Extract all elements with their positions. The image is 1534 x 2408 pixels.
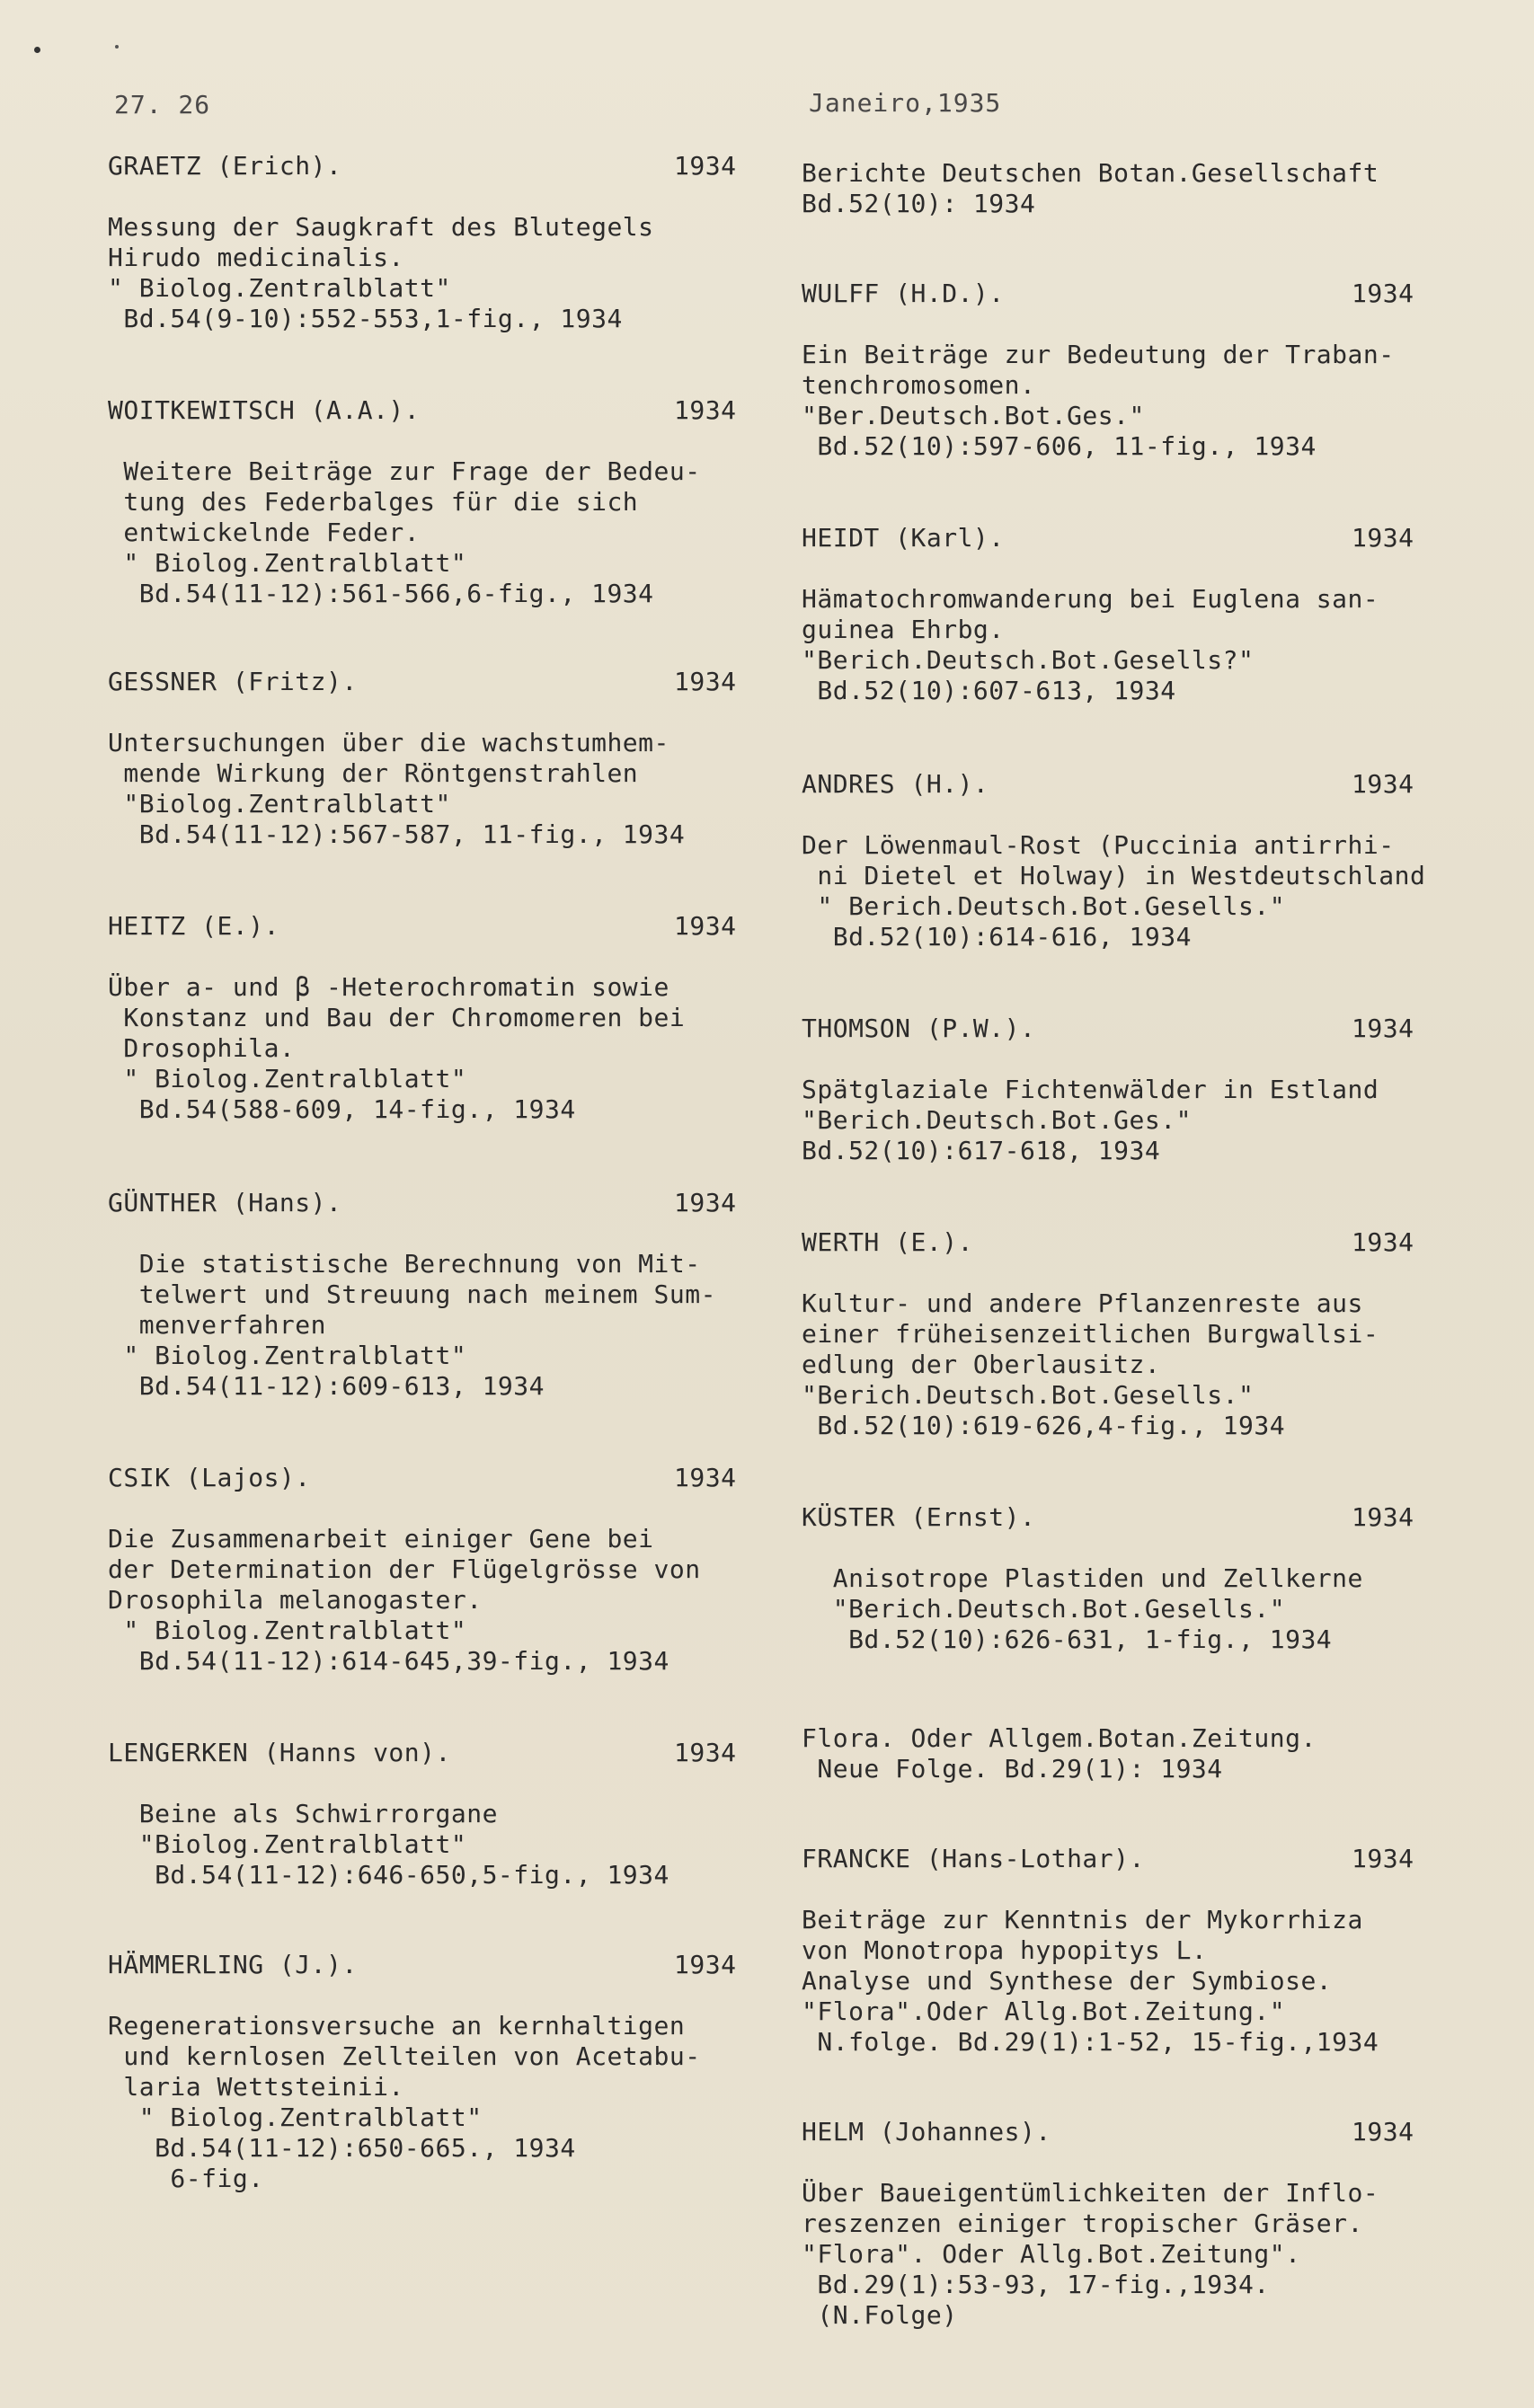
entry-author: HELM (Johannes). [802, 2117, 1051, 2147]
entry-line: 6-fig. [108, 2164, 264, 2193]
entry-line: Bd.52(10):619-626,4-fig., 1934 [802, 1411, 1286, 1440]
entry-author: LENGERKEN (Hanns von). [108, 1738, 451, 1767]
entry-line: "Ber.Deutsch.Bot.Ges." [802, 401, 1145, 430]
bibliography-entry [108, 1188, 737, 1402]
entry-line: Bd.54(11-12):614-645,39-fig., 1934 [108, 1646, 669, 1676]
entry-year: 1934 [1352, 769, 1414, 799]
entry-line: Der Löwenmaul-Rost (Puccinia antirrhi- [802, 830, 1395, 860]
bibliography-entry [802, 2117, 1414, 2331]
bibliography-entry [802, 1502, 1414, 1655]
entry-line: guinea Ehrbg. [802, 615, 1005, 644]
entry-year: 1934 [674, 1463, 737, 1492]
entry-author: HEIDT (Karl). [802, 523, 1005, 553]
entry-line: "Biolog.Zentralblatt" [108, 1829, 467, 1859]
entry-year: 1934 [1352, 1502, 1414, 1532]
entry-line: Bd.54(11-12):567-587, 11-fig., 1934 [108, 819, 686, 849]
entry-author: GÜNTHER (Hans). [108, 1188, 342, 1217]
entry-line: Die statistische Berechnung von Mit- [108, 1249, 701, 1279]
entry-line: Bd.54(11-12):609-613, 1934 [108, 1371, 545, 1401]
entry-line: Bd.54(588-609, 14-fig., 1934 [108, 1094, 576, 1124]
journal-heading [802, 1723, 1317, 1784]
entry-line: Bd.29(1):53-93, 17-fig.,1934. [802, 2270, 1270, 2299]
bibliography-entry [108, 1738, 737, 1890]
entry-line: laria Wettsteinii. [108, 2072, 404, 2102]
entry-line: " Biolog.Zentralblatt" [108, 2103, 483, 2132]
entry-author: HÄMMERLING (J.). [108, 1950, 358, 1979]
entry-line: Bd.52(10):614-616, 1934 [802, 922, 1192, 952]
entry-author: ANDRES (H.). [802, 769, 989, 799]
bibliography-entry [108, 1950, 737, 2194]
entry-line: mende Wirkung der Röntgenstrahlen [108, 758, 639, 788]
entry-line: Analyse und Synthese der Symbiose. [802, 1966, 1333, 1996]
bibliography-entry [802, 279, 1414, 462]
entry-line: Bd.54(11-12):561-566,6-fig., 1934 [108, 579, 654, 608]
entry-author: THOMSON (P.W.). [802, 1014, 1036, 1043]
entry-author: FRANCKE (Hans-Lothar). [802, 1844, 1145, 1873]
entry-line: Ein Beiträge zur Bedeutung der Traban- [802, 340, 1395, 369]
bibliography-entry [802, 769, 1425, 952]
entry-line: N.folge. Bd.29(1):1-52, 15-fig.,1934 [802, 2027, 1379, 2057]
entry-line: "Berich.Deutsch.Bot.Gesells." [802, 1594, 1286, 1624]
entry-line: Bd.54(9-10):552-553,1-fig., 1934 [108, 304, 623, 333]
bibliography-entry [802, 523, 1414, 706]
entry-line: " Biolog.Zentralblatt" [108, 548, 467, 578]
bibliography-entry [108, 667, 737, 850]
entry-line: " Biolog.Zentralblatt" [108, 1616, 467, 1645]
bibliography-entry [802, 1014, 1414, 1166]
entry-year: 1934 [674, 151, 737, 181]
entry-author: KÜSTER (Ernst). [802, 1502, 1036, 1532]
entry-line: Spätglaziale Fichtenwälder in Estland [802, 1075, 1379, 1104]
entry-line: von Monotropa hypopitys L. [802, 1935, 1208, 1965]
entry-year: 1934 [674, 1738, 737, 1767]
entry-line: tenchromosomen. [802, 370, 1036, 400]
bibliography-entry [802, 1844, 1414, 2058]
entry-author: WULFF (H.D.). [802, 279, 1005, 308]
entry-line: Untersuchungen über die wachstumhem- [108, 728, 669, 757]
entry-year: 1934 [674, 1188, 737, 1217]
entry-line: "Flora". Oder Allg.Bot.Zeitung". [802, 2239, 1301, 2269]
entry-author: GESSNER (Fritz). [108, 667, 358, 696]
entry-year: 1934 [1352, 279, 1414, 308]
entry-line: Über a- und β -Heterochromatin sowie [108, 972, 669, 1002]
entry-line: und kernlosen Zellteilen von Acetabu- [108, 2041, 701, 2071]
bibliography-entry [108, 1463, 737, 1677]
entry-line: " Biolog.Zentralblatt" [108, 1341, 467, 1370]
entry-line: "Flora".Oder Allg.Bot.Zeitung." [802, 1996, 1286, 2026]
entry-line: Regenerationsversuche an kernhaltigen [108, 2011, 686, 2041]
entry-line: einer früheisenzeitlichen Burgwallsi- [802, 1319, 1379, 1349]
entry-line: Bd.52(10):607-613, 1934 [802, 676, 1176, 705]
punch-mark [34, 47, 40, 53]
entry-year: 1934 [674, 911, 737, 941]
entry-line: entwickelnde Feder. [108, 518, 421, 547]
entry-line: menverfahren [108, 1310, 327, 1340]
entry-line: Konstanz und Bau der Chromomeren bei [108, 1003, 686, 1032]
entry-line: Bd.52(10):626-631, 1-fig., 1934 [802, 1625, 1333, 1654]
entry-line: Bd.52(10):597-606, 11-fig., 1934 [802, 431, 1317, 461]
entry-line: Bd.54(11-12):650-665., 1934 [108, 2133, 576, 2163]
page-number: 27. 26 [114, 90, 211, 120]
entry-line: tung des Federbalges für die sich [108, 487, 639, 517]
bibliography-entry [802, 1227, 1414, 1441]
entry-line: ni Dietel et Holway) in Westdeutschland [802, 861, 1426, 890]
entry-line: Drosophila. [108, 1033, 296, 1063]
entry-line: Weitere Beiträge zur Frage der Bedeu- [108, 456, 701, 486]
entry-line: Beiträge zur Kenntnis der Mykorrhiza [802, 1905, 1363, 1934]
entry-line: Anisotrope Plastiden und Zellkerne [802, 1563, 1363, 1593]
entry-line: telwert und Streuung nach meinem Sum- [108, 1279, 716, 1309]
entry-line: "Berich.Deutsch.Bot.Gesells?" [802, 645, 1255, 675]
bibliography-entry [108, 395, 737, 609]
entry-author: WOITKEWITSCH (A.A.). [108, 395, 421, 425]
entry-line: Bd.54(11-12):646-650,5-fig., 1934 [108, 1860, 669, 1890]
entry-author: GRAETZ (Erich). [108, 151, 342, 181]
bibliography-entry [108, 911, 737, 1125]
entry-line: Bd.52(10):617-618, 1934 [802, 1136, 1161, 1165]
entry-line: Hirudo medicinalis. [108, 243, 404, 272]
entry-line: Beine als Schwirrorgane [108, 1799, 498, 1828]
entry-author: HEITZ (E.). [108, 911, 279, 941]
entry-line: " Berich.Deutsch.Bot.Gesells." [802, 891, 1286, 921]
bibliography-entry [108, 151, 737, 334]
journal-title: Flora. Oder Allgem.Botan.Zeitung. [802, 1723, 1317, 1753]
entry-year: 1934 [674, 395, 737, 425]
entry-year: 1934 [674, 1950, 737, 1979]
entry-year: 1934 [1352, 2117, 1414, 2147]
entry-line: der Determination der Flügelgrösse von [108, 1554, 701, 1584]
page-date: Janeiro,1935 [809, 88, 1002, 118]
entry-line: Drosophila melanogaster. [108, 1585, 483, 1615]
entry-year: 1934 [1352, 1227, 1414, 1257]
entry-line: reszenzen einiger tropischer Gräser. [802, 2209, 1363, 2238]
journal-title: Berichte Deutschen Botan.Gesellschaft [802, 158, 1379, 188]
entry-line: " Biolog.Zentralblatt" [108, 1064, 467, 1093]
entry-line: "Berich.Deutsch.Bot.Ges." [802, 1105, 1192, 1135]
entry-year: 1934 [1352, 1014, 1414, 1043]
entry-line: Die Zusammenarbeit einiger Gene bei [108, 1524, 654, 1554]
journal-heading [802, 158, 1379, 219]
journal-volume: Bd.52(10): 1934 [802, 189, 1036, 218]
entry-author: CSIK (Lajos). [108, 1463, 311, 1492]
journal-volume: Neue Folge. Bd.29(1): 1934 [802, 1754, 1223, 1784]
entry-year: 1934 [674, 667, 737, 696]
entry-line: Über Baueigentümlichkeiten der Inflo- [802, 2178, 1379, 2208]
entry-year: 1934 [1352, 523, 1414, 553]
ink-speck [115, 45, 119, 49]
entry-line: (N.Folge) [802, 2300, 958, 2330]
entry-line: Kultur- und andere Pflanzenreste aus [802, 1288, 1363, 1318]
entry-line: "Biolog.Zentralblatt" [108, 789, 451, 819]
entry-line: "Berich.Deutsch.Bot.Gesells." [802, 1380, 1255, 1410]
entry-line: edlung der Oberlausitz. [802, 1350, 1161, 1379]
entry-line: Messung der Saugkraft des Blutegels [108, 212, 654, 242]
entry-author: WERTH (E.). [802, 1227, 973, 1257]
entry-line: Hämatochromwanderung bei Euglena san- [802, 584, 1379, 614]
entry-line: " Biolog.Zentralblatt" [108, 273, 451, 303]
entry-year: 1934 [1352, 1844, 1414, 1873]
